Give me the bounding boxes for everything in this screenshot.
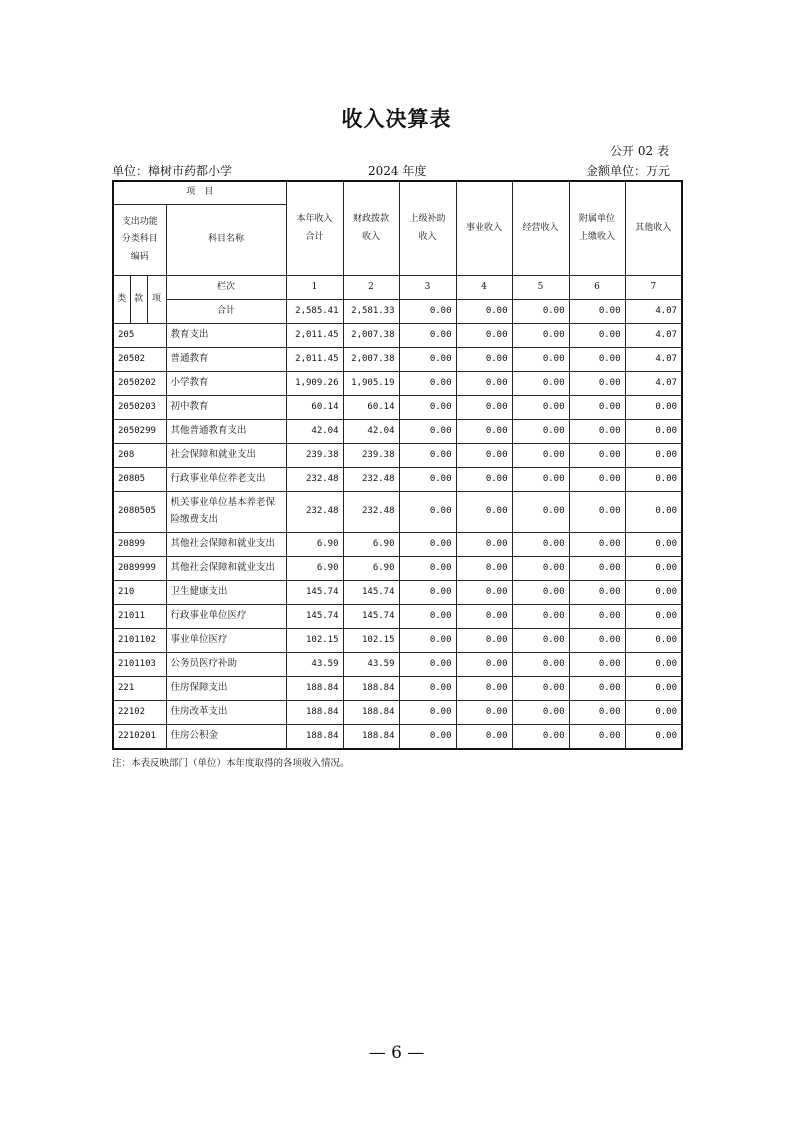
func-code: 205 bbox=[113, 324, 166, 348]
value-cell: 0.00 bbox=[512, 396, 569, 420]
subject-name: 机关事业单位基本养老保险缴费支出 bbox=[166, 492, 286, 533]
value-cell: 0.00 bbox=[456, 468, 512, 492]
header-col-6: 附属单位 上缴收入 bbox=[569, 181, 625, 276]
subject-name: 事业单位医疗 bbox=[166, 629, 286, 653]
total-value: 0.00 bbox=[569, 300, 625, 324]
subject-name: 卫生健康支出 bbox=[166, 581, 286, 605]
value-cell: 0.00 bbox=[569, 557, 625, 581]
func-code: 2050299 bbox=[113, 420, 166, 444]
value-cell: 0.00 bbox=[625, 701, 682, 725]
table-row bbox=[113, 605, 682, 629]
value-cell: 232.48 bbox=[286, 468, 343, 492]
func-code: 2080505 bbox=[113, 492, 166, 533]
header-col-5: 经营收入 bbox=[512, 181, 569, 276]
value-cell: 0.00 bbox=[569, 533, 625, 557]
value-cell: 2,007.38 bbox=[343, 348, 399, 372]
value-cell: 0.00 bbox=[512, 725, 569, 750]
value-cell: 0.00 bbox=[625, 557, 682, 581]
table-row bbox=[113, 533, 682, 557]
value-cell: 239.38 bbox=[286, 444, 343, 468]
table-row bbox=[113, 653, 682, 677]
value-cell: 188.84 bbox=[343, 725, 399, 750]
header-subject-name: 科目名称 bbox=[166, 205, 286, 276]
func-code: 21011 bbox=[113, 605, 166, 629]
value-cell: 0.00 bbox=[456, 324, 512, 348]
table-row bbox=[113, 396, 682, 420]
value-cell: 0.00 bbox=[456, 372, 512, 396]
func-code: 2210201 bbox=[113, 725, 166, 750]
value-cell: 232.48 bbox=[286, 492, 343, 533]
value-cell: 0.00 bbox=[512, 677, 569, 701]
value-cell: 0.00 bbox=[399, 629, 456, 653]
value-cell: 188.84 bbox=[286, 725, 343, 750]
total-value: 0.00 bbox=[399, 300, 456, 324]
value-cell: 0.00 bbox=[399, 653, 456, 677]
subject-name: 普通教育 bbox=[166, 348, 286, 372]
value-cell: 60.14 bbox=[343, 396, 399, 420]
subject-name: 住房改革支出 bbox=[166, 701, 286, 725]
col-num-3: 3 bbox=[399, 276, 456, 300]
value-cell: 0.00 bbox=[625, 677, 682, 701]
func-code: 22102 bbox=[113, 701, 166, 725]
subject-name: 其他社会保障和就业支出 bbox=[166, 533, 286, 557]
value-cell: 0.00 bbox=[456, 396, 512, 420]
col-num-1: 1 bbox=[286, 276, 343, 300]
value-cell: 0.00 bbox=[569, 396, 625, 420]
total-label: 合计 bbox=[166, 300, 286, 324]
value-cell: 0.00 bbox=[456, 725, 512, 750]
value-cell: 145.74 bbox=[286, 605, 343, 629]
table-note: 注：本表反映部门（单位）本年度取得的各项收入情况。 bbox=[112, 758, 350, 769]
table-row bbox=[113, 468, 682, 492]
value-cell: 0.00 bbox=[625, 533, 682, 557]
header-lei: 类 bbox=[113, 276, 130, 324]
value-cell: 0.00 bbox=[512, 557, 569, 581]
value-cell: 0.00 bbox=[625, 629, 682, 653]
subject-name: 住房保障支出 bbox=[166, 677, 286, 701]
func-code: 2050203 bbox=[113, 396, 166, 420]
value-cell: 43.59 bbox=[343, 653, 399, 677]
value-cell: 0.00 bbox=[399, 701, 456, 725]
value-cell: 6.90 bbox=[343, 557, 399, 581]
total-value: 2,585.41 bbox=[286, 300, 343, 324]
value-cell: 0.00 bbox=[399, 348, 456, 372]
table-row bbox=[113, 557, 682, 581]
value-cell: 4.07 bbox=[625, 348, 682, 372]
total-row bbox=[113, 300, 682, 324]
value-cell: 0.00 bbox=[399, 581, 456, 605]
value-cell: 0.00 bbox=[456, 420, 512, 444]
func-code: 20899 bbox=[113, 533, 166, 557]
value-cell: 0.00 bbox=[569, 372, 625, 396]
value-cell: 0.00 bbox=[569, 725, 625, 750]
value-cell: 0.00 bbox=[399, 396, 456, 420]
col-num-6: 6 bbox=[569, 276, 625, 300]
fiscal-year: 2024 年度 bbox=[368, 164, 427, 178]
table-row bbox=[113, 348, 682, 372]
page-title: 收入决算表 bbox=[341, 107, 452, 131]
header-col-4: 事业收入 bbox=[456, 181, 512, 276]
col-num-2: 2 bbox=[343, 276, 399, 300]
value-cell: 0.00 bbox=[625, 581, 682, 605]
value-cell: 0.00 bbox=[399, 725, 456, 750]
value-cell: 0.00 bbox=[399, 533, 456, 557]
total-value: 4.07 bbox=[625, 300, 682, 324]
func-code: 2050202 bbox=[113, 372, 166, 396]
page-number: — 6 — bbox=[368, 1043, 425, 1063]
total-value: 0.00 bbox=[512, 300, 569, 324]
value-cell: 6.90 bbox=[343, 533, 399, 557]
value-cell: 0.00 bbox=[512, 492, 569, 533]
col-num-4: 4 bbox=[456, 276, 512, 300]
value-cell: 0.00 bbox=[399, 677, 456, 701]
value-cell: 232.48 bbox=[343, 468, 399, 492]
value-cell: 42.04 bbox=[286, 420, 343, 444]
col-num-5: 5 bbox=[512, 276, 569, 300]
value-cell: 2,011.45 bbox=[286, 324, 343, 348]
value-cell: 0.00 bbox=[569, 324, 625, 348]
header-col-3: 上级补助 收入 bbox=[399, 181, 456, 276]
table-row bbox=[113, 420, 682, 444]
table-row bbox=[113, 372, 682, 396]
func-code: 2101103 bbox=[113, 653, 166, 677]
value-cell: 145.74 bbox=[343, 605, 399, 629]
subject-name: 行政事业单位医疗 bbox=[166, 605, 286, 629]
table-row bbox=[113, 677, 682, 701]
value-cell: 0.00 bbox=[512, 605, 569, 629]
table-row bbox=[113, 629, 682, 653]
value-cell: 4.07 bbox=[625, 324, 682, 348]
value-cell: 0.00 bbox=[456, 557, 512, 581]
value-cell: 0.00 bbox=[456, 444, 512, 468]
value-cell: 0.00 bbox=[625, 468, 682, 492]
value-cell: 0.00 bbox=[399, 492, 456, 533]
func-code: 221 bbox=[113, 677, 166, 701]
value-cell: 0.00 bbox=[625, 653, 682, 677]
value-cell: 0.00 bbox=[625, 725, 682, 750]
func-code: 208 bbox=[113, 444, 166, 468]
value-cell: 0.00 bbox=[569, 420, 625, 444]
value-cell: 0.00 bbox=[399, 468, 456, 492]
value-cell: 0.00 bbox=[512, 420, 569, 444]
subject-name: 教育支出 bbox=[166, 324, 286, 348]
value-cell: 0.00 bbox=[512, 468, 569, 492]
value-cell: 0.00 bbox=[456, 677, 512, 701]
subject-name: 行政事业单位养老支出 bbox=[166, 468, 286, 492]
header-col-7: 其他收入 bbox=[625, 181, 682, 276]
func-code: 2089999 bbox=[113, 557, 166, 581]
value-cell: 6.90 bbox=[286, 533, 343, 557]
header-func-code: 支出功能 分类科目 编码 bbox=[113, 205, 166, 276]
header-item: 项 目 bbox=[113, 181, 286, 205]
value-cell: 0.00 bbox=[456, 629, 512, 653]
value-cell: 0.00 bbox=[569, 444, 625, 468]
table-row bbox=[113, 324, 682, 348]
value-cell: 145.74 bbox=[343, 581, 399, 605]
value-cell: 102.15 bbox=[286, 629, 343, 653]
func-code: 2101102 bbox=[113, 629, 166, 653]
value-cell: 0.00 bbox=[569, 653, 625, 677]
subject-name: 初中教育 bbox=[166, 396, 286, 420]
header-col-2: 财政拨款 收入 bbox=[343, 181, 399, 276]
subject-name: 其他社会保障和就业支出 bbox=[166, 557, 286, 581]
value-cell: 239.38 bbox=[343, 444, 399, 468]
subject-name: 社会保障和就业支出 bbox=[166, 444, 286, 468]
value-cell: 0.00 bbox=[569, 468, 625, 492]
value-cell: 0.00 bbox=[569, 629, 625, 653]
subject-name: 小学教育 bbox=[166, 372, 286, 396]
value-cell: 0.00 bbox=[512, 372, 569, 396]
subject-name: 其他普通教育支出 bbox=[166, 420, 286, 444]
value-cell: 0.00 bbox=[456, 492, 512, 533]
value-cell: 0.00 bbox=[512, 581, 569, 605]
value-cell: 0.00 bbox=[625, 492, 682, 533]
value-cell: 0.00 bbox=[569, 677, 625, 701]
value-cell: 0.00 bbox=[399, 444, 456, 468]
subject-name: 公务员医疗补助 bbox=[166, 653, 286, 677]
total-value: 0.00 bbox=[456, 300, 512, 324]
subject-name: 住房公积金 bbox=[166, 725, 286, 750]
value-cell: 0.00 bbox=[512, 533, 569, 557]
value-cell: 0.00 bbox=[399, 420, 456, 444]
value-cell: 1,905.19 bbox=[343, 372, 399, 396]
value-cell: 2,007.38 bbox=[343, 324, 399, 348]
value-cell: 0.00 bbox=[399, 372, 456, 396]
value-cell: 0.00 bbox=[569, 581, 625, 605]
value-cell: 145.74 bbox=[286, 581, 343, 605]
value-cell: 0.00 bbox=[625, 444, 682, 468]
header-col-1: 本年收入 合计 bbox=[286, 181, 343, 276]
value-cell: 2,011.45 bbox=[286, 348, 343, 372]
value-cell: 0.00 bbox=[456, 701, 512, 725]
value-cell: 1,909.26 bbox=[286, 372, 343, 396]
value-cell: 0.00 bbox=[512, 348, 569, 372]
func-code: 20805 bbox=[113, 468, 166, 492]
value-cell: 188.84 bbox=[343, 677, 399, 701]
header-xiang: 项 bbox=[147, 276, 166, 324]
header-kuan: 款 bbox=[130, 276, 147, 324]
total-value: 2,581.33 bbox=[343, 300, 399, 324]
table-row bbox=[113, 725, 682, 750]
header-lanci: 栏次 bbox=[166, 276, 286, 300]
value-cell: 6.90 bbox=[286, 557, 343, 581]
value-cell: 232.48 bbox=[343, 492, 399, 533]
value-cell: 0.00 bbox=[512, 629, 569, 653]
value-cell: 0.00 bbox=[512, 701, 569, 725]
table-row bbox=[113, 701, 682, 725]
value-cell: 0.00 bbox=[456, 348, 512, 372]
value-cell: 4.07 bbox=[625, 372, 682, 396]
func-code: 20502 bbox=[113, 348, 166, 372]
table-row bbox=[113, 581, 682, 605]
form-number: 公开 02 表 bbox=[610, 144, 669, 158]
value-cell: 0.00 bbox=[569, 701, 625, 725]
func-code: 210 bbox=[113, 581, 166, 605]
value-cell: 42.04 bbox=[343, 420, 399, 444]
value-cell: 188.84 bbox=[343, 701, 399, 725]
value-cell: 0.00 bbox=[512, 444, 569, 468]
table-row bbox=[113, 444, 682, 468]
value-cell: 188.84 bbox=[286, 677, 343, 701]
value-cell: 188.84 bbox=[286, 701, 343, 725]
value-cell: 0.00 bbox=[399, 324, 456, 348]
value-cell: 102.15 bbox=[343, 629, 399, 653]
value-cell: 0.00 bbox=[399, 557, 456, 581]
value-cell: 0.00 bbox=[512, 653, 569, 677]
unit-name: 单位：樟树市药都小学 bbox=[112, 164, 233, 178]
amount-unit: 金额单位：万元 bbox=[585, 164, 670, 178]
value-cell: 0.00 bbox=[456, 653, 512, 677]
value-cell: 0.00 bbox=[456, 581, 512, 605]
value-cell: 0.00 bbox=[569, 492, 625, 533]
value-cell: 0.00 bbox=[456, 605, 512, 629]
unit-row bbox=[112, 162, 682, 178]
value-cell: 0.00 bbox=[625, 605, 682, 629]
value-cell: 0.00 bbox=[456, 533, 512, 557]
value-cell: 0.00 bbox=[569, 605, 625, 629]
value-cell: 0.00 bbox=[569, 348, 625, 372]
value-cell: 0.00 bbox=[625, 396, 682, 420]
value-cell: 0.00 bbox=[512, 324, 569, 348]
value-cell: 43.59 bbox=[286, 653, 343, 677]
value-cell: 0.00 bbox=[625, 420, 682, 444]
value-cell: 0.00 bbox=[399, 605, 456, 629]
value-cell: 60.14 bbox=[286, 396, 343, 420]
table-row bbox=[113, 492, 682, 533]
col-num-7: 7 bbox=[625, 276, 682, 300]
income-table bbox=[112, 180, 683, 750]
